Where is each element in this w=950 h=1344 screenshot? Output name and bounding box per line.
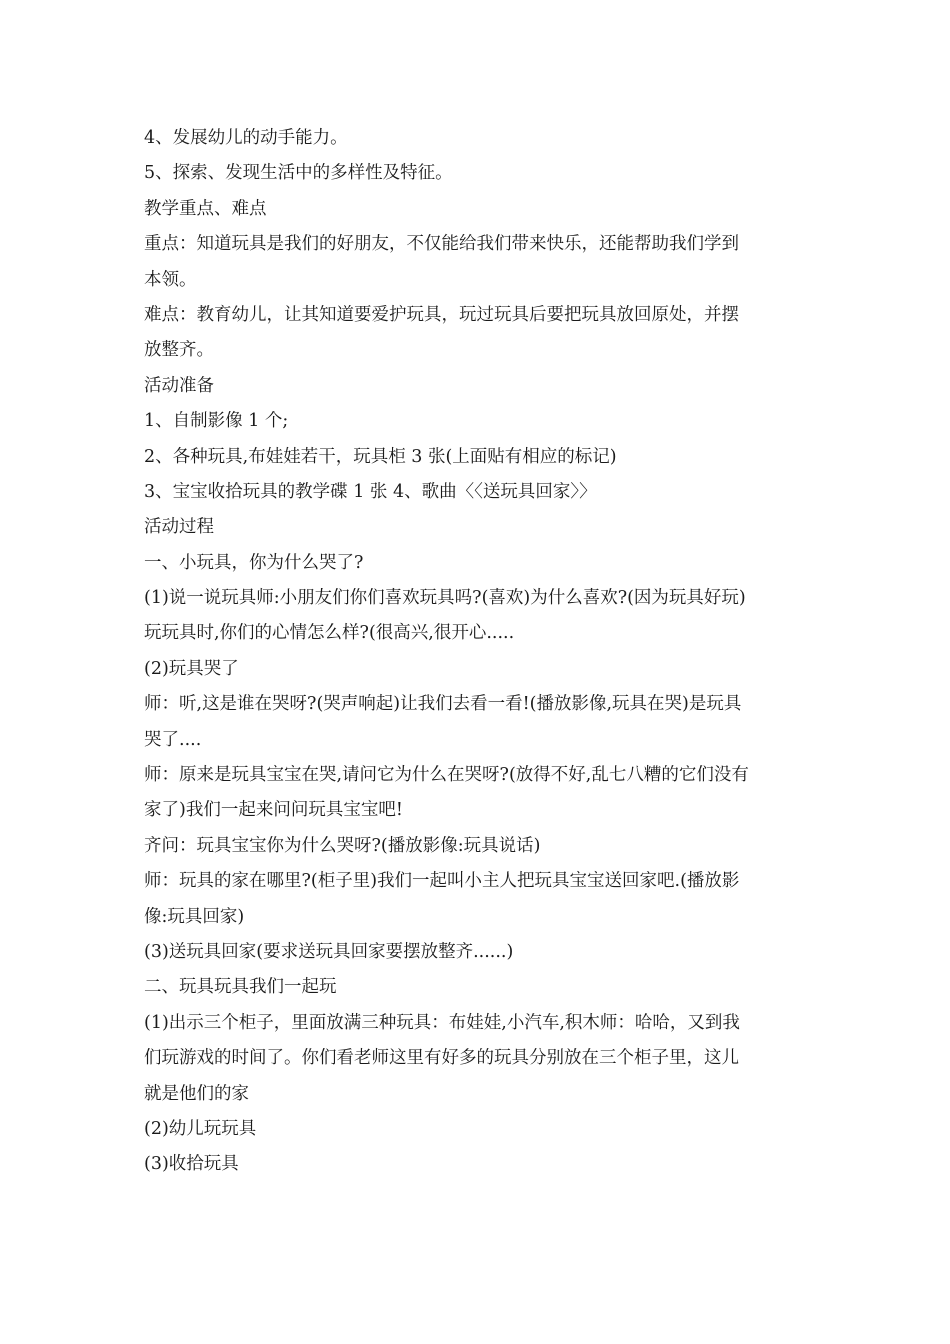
section-heading: 活动过程 xyxy=(144,517,214,538)
text-line: 二、玩具玩具我们一起玩 xyxy=(144,977,337,998)
text-line: (2)玩具哭了 xyxy=(144,658,239,679)
text-line: 师：听,这是谁在哭呀?(哭声响起)让我们去看一看!(播放影像,玩具在哭)是玩具 xyxy=(144,694,742,715)
section-heading: 教学重点、难点 xyxy=(144,198,267,219)
document-body xyxy=(144,121,810,1183)
text-line: 2、各种玩具,布娃娃若干，玩具柜 3 张(上面贴有相应的标记) xyxy=(144,446,617,467)
text-line: (1)出示三个柜子，里面放满三种玩具：布娃娃,小汽车,积木师：哈哈，又到我 xyxy=(144,1012,740,1033)
text-line: (2)幼儿玩玩具 xyxy=(144,1118,257,1139)
text-line: 师：玩具的家在哪里?(柜子里)我们一起叫小主人把玩具宝宝送回家吧.(播放影 xyxy=(144,871,740,892)
text-line: 师：原来是玩具宝宝在哭,请问它为什么在哭呀?(放得不好,乱七八糟的它们没有 xyxy=(144,765,749,786)
text-line: 5、探索、发现生活中的多样性及特征。 xyxy=(144,163,453,184)
text-line: 4、发展幼儿的动手能力。 xyxy=(144,128,348,148)
text-line: 3、宝宝收拾玩具的教学碟 1 张 4、歌曲〈〈送玩具回家〉〉 xyxy=(144,481,597,502)
text-line: 一、小玩具，你为什么哭了? xyxy=(144,552,364,573)
text-line: 本领。 xyxy=(144,269,197,290)
text-line: (1)说一说玩具师:小朋友们你们喜欢玩具吗?(喜欢)为什么喜欢?(因为玩具好玩) xyxy=(144,588,746,609)
text-line: 就是他们的家 xyxy=(144,1083,249,1104)
text-line: 家了)我们一起来问问玩具宝宝吧! xyxy=(144,800,403,821)
text-line: 齐问：玩具宝宝你为什么哭呀?(播放影像:玩具说话) xyxy=(144,835,541,856)
text-line: 玩玩具时,你们的心情怎么样?(很高兴,很开心..... xyxy=(144,623,515,644)
text-line: 难点：教育幼儿，让其知道要爱护玩具，玩过玩具后要把玩具放回原处，并摆 xyxy=(144,304,739,325)
text-line: (3)送玩具回家(要求送玩具回家要摆放整齐......) xyxy=(144,941,514,962)
text-line: 放整齐。 xyxy=(144,340,214,361)
text-line: 重点：知道玩具是我们的好朋友，不仅能给我们带来快乐，还能帮助我们学到 xyxy=(144,234,739,255)
text-line: 像:玩具回家) xyxy=(144,906,245,927)
text-line: (3)收拾玩具 xyxy=(144,1154,239,1175)
text-line: 1、自制影像 1 个; xyxy=(144,411,289,432)
section-heading: 活动准备 xyxy=(144,375,214,396)
text-line: 们玩游戏的时间了。你们看老师这里有好多的玩具分别放在三个柜子里，这儿 xyxy=(144,1048,739,1069)
text-line: 哭了.... xyxy=(144,729,202,750)
